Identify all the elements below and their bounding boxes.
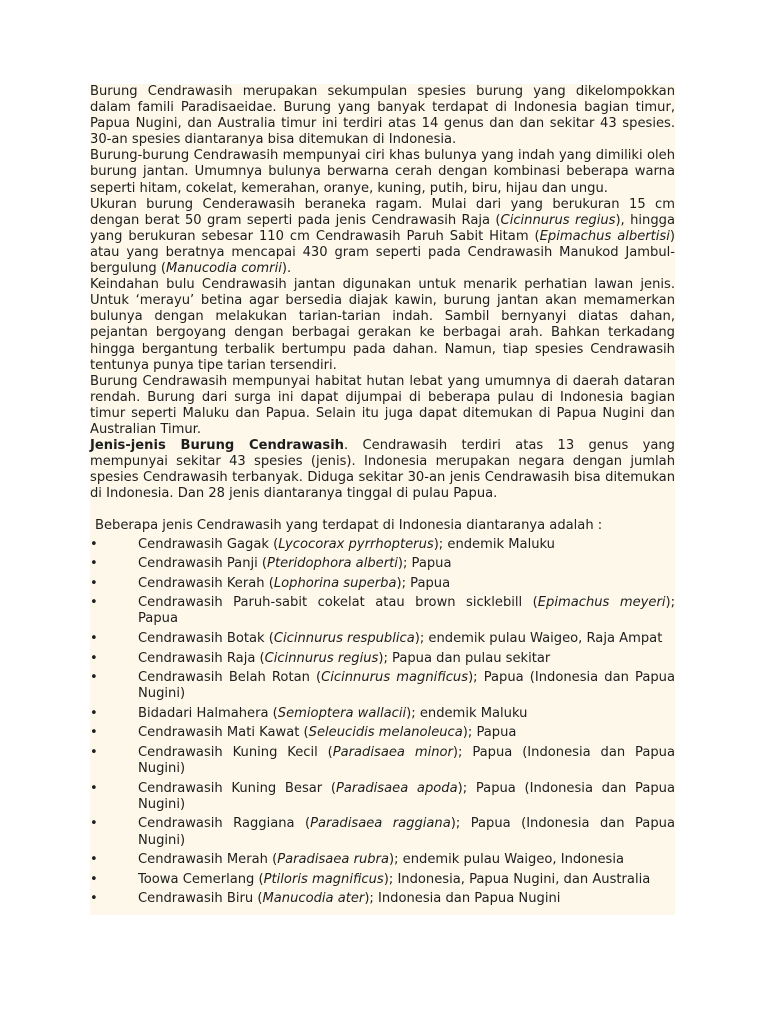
species-distribution: ); Papua (Indonesia dan Papua Nugini) xyxy=(138,780,675,812)
species-distribution: ); Indonesia dan Papua Nugini xyxy=(364,891,561,907)
species-scientific-name: Seleucidis melanoleuca xyxy=(308,725,463,741)
species-common-name: Cendrawasih Kuning Besar ( xyxy=(138,780,337,796)
species-list-item xyxy=(90,706,675,722)
paragraph-text: Keindahan bulu Cendrawasih jantan digunakan untuk menarik perhatian lawan jenis. Untuk ‘merayu’ betina agar bersedia diajak kawin, burung jantan akan memamerkan bulunya dengan melakukan tarian-tarian indah. Sambil bernyanyi diatas dahan, pejantan bergoyang dengan berbagai gerakan ke berbagai arah. Bahkan terkadang hingga bergantung terbalik bertumpu pada dahan. Namun, tiap spesies Cendrawasih tentunya punya tipe tarian tersendiri. xyxy=(90,277,675,373)
scientific-name: Manucodia comrii xyxy=(165,261,282,277)
species-list-item xyxy=(90,651,675,667)
paragraph xyxy=(90,277,675,374)
species-scientific-name: Lophorina superba xyxy=(273,575,397,591)
scientific-name: Epimachus albertisi xyxy=(539,228,670,244)
paragraph-text: Burung-burung Cendrawasih mempunyai ciri khas bulunya yang indah yang dimiliki oleh burung jantan. Umumnya bulunya berwarna cerah dengan kombinasi beberapa warna seperti hitam, cokelat, kemerahan, oranye, kuning, putih, biru, hijau dan ungu. xyxy=(90,148,675,196)
bullet-icon: • xyxy=(90,705,98,721)
species-distribution: ); endemik pulau Waigeo, Raja Ampat xyxy=(414,631,663,646)
species-list xyxy=(90,537,675,908)
species-distribution: ); Papua (Indonesia dan Papua Nugini) xyxy=(138,670,676,702)
species-scientific-name: Cicinnurus magnificus xyxy=(321,670,469,686)
species-list-item xyxy=(90,891,675,907)
species-common-name: Cendrawasih Raja ( xyxy=(138,650,265,666)
bullet-icon: • xyxy=(90,595,98,611)
species-scientific-name: Paradisaea apoda xyxy=(336,780,458,796)
species-scientific-name: Pteridophora alberti xyxy=(267,556,398,572)
bullet-icon: • xyxy=(90,745,98,761)
species-scientific-name: Paradisaea raggiana xyxy=(310,816,451,832)
bullet-icon: • xyxy=(90,536,98,552)
species-list-item xyxy=(90,725,675,741)
species-scientific-name: Ptiloris magnificus xyxy=(263,871,384,887)
species-list-item xyxy=(90,576,675,592)
species-common-name: Cendrawasih Belah Rotan ( xyxy=(138,670,322,686)
species-common-name: Cendrawasih Mati Kawat ( xyxy=(138,725,309,741)
species-common-name: Cendrawasih Panji ( xyxy=(138,556,268,572)
species-list-item xyxy=(90,745,675,777)
paragraph-group xyxy=(90,84,675,502)
species-list-item xyxy=(90,872,675,888)
paragraph-text: . Cendrawasih terdiri atas 13 genus yang mempunyai sekitar 43 spesies (jenis). Indonesia merupakan negara dengan jumlah spesies Cendrawasih terbanyak. Diduga sekitar 30-an jenis Cendrawasih bisa ditemukan di Indonesia. Dan 28 jenis diantaranya tinggal di pulau Papua. xyxy=(90,438,675,502)
species-distribution: ); Indonesia, Papua Nugini, dan Australia xyxy=(383,871,651,887)
paragraph xyxy=(90,84,675,148)
species-common-name: Cendrawasih Merah ( xyxy=(138,852,278,868)
species-scientific-name: Cicinnurus regius xyxy=(264,650,379,666)
species-common-name: Cendrawasih Paruh-sabit cokelat atau brown sicklebill ( xyxy=(138,595,538,611)
species-list-item xyxy=(90,556,675,572)
species-common-name: Cendrawasih Raggiana ( xyxy=(138,816,311,832)
species-list-item xyxy=(90,781,675,813)
species-common-name: Toowa Cemerlang ( xyxy=(138,871,264,887)
species-distribution: ); Papua xyxy=(462,725,517,741)
species-distribution: ); endemik Maluku xyxy=(433,536,555,552)
bullet-icon: • xyxy=(90,871,98,887)
article-body xyxy=(90,84,675,915)
bullet-icon: • xyxy=(90,650,98,666)
bullet-icon: • xyxy=(90,631,98,646)
species-list-item xyxy=(90,852,675,868)
species-list-item xyxy=(90,631,675,647)
species-scientific-name: Paradisaea rubra xyxy=(277,852,389,868)
species-scientific-name: Semioptera wallacii xyxy=(277,705,407,721)
species-list-item xyxy=(90,595,675,627)
species-scientific-name: Cicinnurus respublica xyxy=(273,631,415,646)
bullet-icon: • xyxy=(90,670,98,686)
species-distribution: ); Papua xyxy=(138,595,675,627)
species-common-name: Cendrawasih Kerah ( xyxy=(138,575,274,591)
paragraph-text: Burung Cendrawasih mempunyai habitat hutan lebat yang umumnya di daerah dataran rendah. Burung dari surga ini dapat dijumpai di beberapa pulau di Indonesia bagian timur seperti Maluku dan Papua. Selain itu juga dapat ditemukan di Papua Nugini dan Australian Timur. xyxy=(90,373,675,437)
species-common-name: Cendrawasih Gagak ( xyxy=(138,536,279,552)
species-scientific-name: Lycocorax pyrrhopterus xyxy=(278,536,434,552)
species-list-item xyxy=(90,537,675,553)
paragraph-text: ) atau yang beratnya mencapai 430 gram seperti pada Cendrawasih Manukod Jambul-bergulung ( xyxy=(90,228,675,277)
paragraph-text: Burung Cendrawasih merupakan sekumpulan spesies burung yang dikelompokkan dalam famili Paradisaeidae. Burung yang banyak terdapat di Indonesia bagian timur, Papua Nugini, dan Australia timur ini terdiri atas 14 genus dan dan sekitar 43 spesies. 30-an spesies diantaranya bisa ditemukan di Indonesia. xyxy=(90,84,675,148)
bullet-icon: • xyxy=(90,725,98,741)
species-common-name: Cendrawasih Biru ( xyxy=(138,891,263,907)
paragraph-text: Ukuran burung Cenderawasih beraneka ragam. Mulai dari yang berukuran 15 cm dengan berat 50 gram seperti pada jenis Cendrawasih Raja ( xyxy=(90,196,675,228)
paragraph-text: ), hingga yang berukuran sebesar 110 cm Cendrawasih Paruh Sabit Hitam ( xyxy=(90,212,675,244)
paragraph xyxy=(90,438,675,502)
species-common-name: Cendrawasih Kuning Kecil ( xyxy=(138,745,333,761)
paragraph xyxy=(90,148,675,196)
paragraph xyxy=(90,374,675,438)
bullet-icon: • xyxy=(90,575,98,591)
paragraph xyxy=(90,197,675,277)
bullet-icon: • xyxy=(90,780,98,796)
bullet-icon: • xyxy=(90,816,98,832)
species-scientific-name: Manucodia ater xyxy=(262,891,365,907)
species-distribution: ); Papua (Indonesia dan Papua Nugini) xyxy=(138,816,675,848)
bullet-icon: • xyxy=(90,852,98,868)
species-distribution: ); Papua xyxy=(397,556,452,572)
paragraph-text: ). xyxy=(281,261,292,277)
bullet-icon: • xyxy=(90,556,98,572)
scientific-name: Cicinnurus regius xyxy=(500,212,616,228)
species-common-name: Bidadari Halmahera ( xyxy=(138,705,278,721)
species-distribution: ); endemik Maluku xyxy=(406,705,528,721)
species-distribution: ); Papua (Indonesia dan Papua Nugini) xyxy=(138,745,675,777)
species-scientific-name: Paradisaea minor xyxy=(332,745,453,761)
species-distribution: ); endemik pulau Waigeo, Indonesia xyxy=(388,852,625,868)
species-scientific-name: Epimachus meyeri xyxy=(537,595,666,611)
list-intro: Beberapa jenis Cendrawasih yang terdapat di Indonesia diantaranya adalah : xyxy=(95,518,603,534)
species-list-item xyxy=(90,816,675,848)
species-distribution: ); Papua dan pulau sekitar xyxy=(378,650,551,666)
species-distribution: ); Papua xyxy=(396,575,451,591)
bullet-icon: • xyxy=(90,891,98,907)
species-list-item xyxy=(90,670,675,702)
section-heading: Jenis-jenis Burung Cendrawasih xyxy=(90,438,344,454)
species-common-name: Cendrawasih Botak ( xyxy=(138,631,274,646)
